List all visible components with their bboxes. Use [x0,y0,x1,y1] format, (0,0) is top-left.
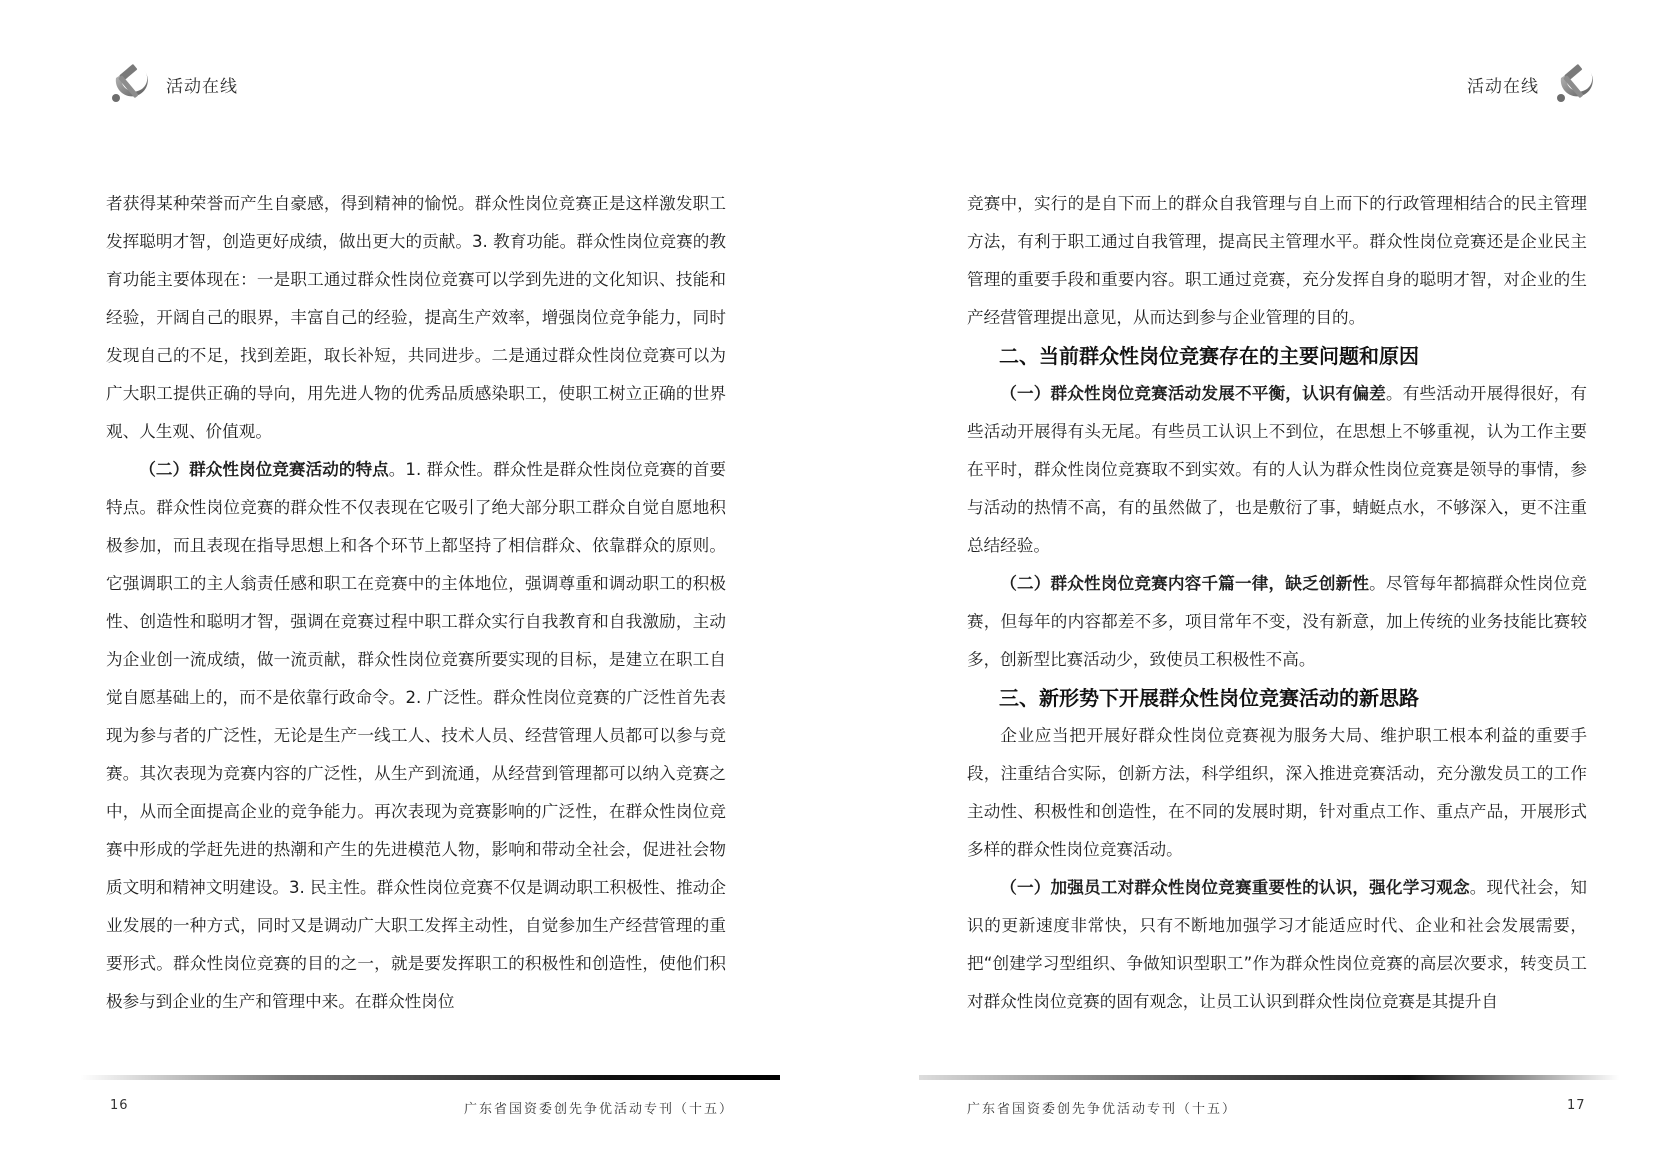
footer-rule [80,1075,780,1080]
paragraph-text: 。有些活动开展得很好，有些活动开展得有头无尾。有些员工认识上不到位，在思想上不够重视，认为工作主要在平时，群众性岗位竞赛取不到实效。有的人认为群众性岗位竞赛是领导的事情，参与活动的热情不高，有的虽然做了，也是敷衍了事，蜻蜓点水，不够深入，更不注重总结经验。 [967,384,1588,555]
right-header [1467,60,1599,108]
right-page [839,0,1677,1154]
footer-rule [919,1075,1619,1080]
subsection-heading: （一）加强员工对群众性岗位竞赛重要性的认识，强化学习观念 [1000,878,1470,897]
subsection-heading: （二）群众性岗位竞赛活动的特点 [139,460,389,479]
paragraph [967,869,1587,1021]
page-number: 17 [1567,1098,1586,1113]
section-heading: 三、新形势下开展群众性岗位竞赛活动的新思路 [999,686,1419,710]
paragraph-text: 。1. 群众性。群众性是群众性岗位竞赛的首要特点。群众性岗位竞赛的群众性不仅表现在它吸引了绝大部分职工群众自觉自愿地积极参加，而且表现在指导思想上和各个环节上都坚持了相信群众、依靠群众的原则。它强调职工的主人翁责任感和职工在竞赛中的主体地位，强调尊重和调动职工的积极性、创造性和聪明才智，强调在竞赛过程中职工群众实行自我教育和自我激励，主动为企业创一流成绩，做一流贡献，群众性岗位竞赛所要实现的目标，是建立在职工自觉自愿基础上的，而不是依靠行政命令。2. 广泛性。群众性岗位竞赛的广泛性首先表现为参与者的广泛性，无论是生产一线工人、技术人员、经营管理人员都可以参与竞赛。其次表现为竞赛内容的广泛性，从生产到流通，从经营到管理都可以纳入竞赛之中，从而全面提高企业的竞争能力。再次表现为竞赛影响的广泛性，在群众性岗位竞赛中形成的学赶先进的热潮和产生的先进模范人物，影响和带动全社会，促进社会物质文明和精神文明建设。3. 民主性。群众性岗位竞赛不仅是调动职工积极性、推动企业发展的一种方式，同时又是调动广大职工发挥主动性，自觉参加生产经营管理的重要形式。群众性岗位竞赛的目的之一，就是要发挥职工的积极性和创造性，使他们积极参与到企业的生产和管理中来。在群众性岗位 [106,460,726,1011]
paragraph: 者获得某种荣誉而产生自豪感，得到精神的愉悦。群众性岗位竞赛正是这样激发职工发挥聪明才智，创造更好成绩，做出更大的贡献。3. 教育功能。群众性岗位竞赛的教育功能主要体现在：一是职工通过群众性岗位竞赛可以学到先进的文化知识、技能和经验，开阔自己的眼界，丰富自己的经验，提高生产效率，增强岗位竞争能力，同时发现自己的不足，找到差距，取长补短，共同进步。二是通过群众性岗位竞赛可以为广大职工提供正确的导向，用先进人物的优秀品质感染职工，使职工树立正确的世界观、人生观、价值观。 [106,194,726,441]
paragraph-text: 。现代社会，知识的更新速度非常快，只有不断地加强学习才能适应时代、企业和社会发展需要，把“创建学习型组织、争做知识型职工”作为群众性岗位竞赛的高层次要求，转变员工对群众性岗位竞赛的固有观念，让员工认识到群众性岗位竞赛是其提升自 [967,878,1588,1011]
left-page [0,0,838,1154]
left-body-text [106,185,726,1021]
left-header [106,60,238,108]
paragraph-text: 。尽管每年都搞群众性岗位竞赛，但每年的内容都差不多，项目常年不变，没有新意，加上传统的业务技能比赛较多，创新型比赛活动少，致使员工积极性不高。 [967,574,1588,669]
paragraph [106,451,726,1021]
section-title: 活动在线 [1467,76,1539,97]
publication-title: 广东省国资委创先争优活动专刊（十五） [464,1102,735,1117]
hammer-sickle-emblem-icon [106,60,154,108]
paragraph [967,375,1587,565]
section-heading: 二、当前群众性岗位竞赛存在的主要问题和原因 [999,344,1419,368]
section-title: 活动在线 [166,76,238,97]
paragraph: 竞赛中，实行的是自下而上的群众自我管理与自上而下的行政管理相结合的民主管理方法，有利于职工通过自我管理，提高民主管理水平。群众性岗位竞赛还是企业民主管理的重要手段和重要内容。职工通过竞赛，充分发挥自身的聪明才智，对企业的生产经营管理提出意见，从而达到参与企业管理的目的。 [967,194,1587,327]
right-body-text [967,185,1587,1021]
subsection-heading: （二）群众性岗位竞赛内容千篇一律，缺乏创新性 [1000,574,1370,593]
paragraph: 企业应当把开展好群众性岗位竞赛视为服务大局、维护职工根本利益的重要手段，注重结合实际，创新方法，科学组织，深入推进竞赛活动，充分激发员工的工作主动性、积极性和创造性，在不同的发展时期，针对重点工作、重点产品，开展形式多样的群众性岗位竞赛活动。 [967,726,1587,859]
hammer-sickle-emblem-icon [1551,60,1599,108]
subsection-heading: （一）群众性岗位竞赛活动发展不平衡，认识有偏差 [1000,384,1386,403]
page-number: 16 [110,1098,129,1113]
paragraph [967,565,1587,679]
publication-title: 广东省国资委创先争优活动专刊（十五） [967,1102,1238,1117]
